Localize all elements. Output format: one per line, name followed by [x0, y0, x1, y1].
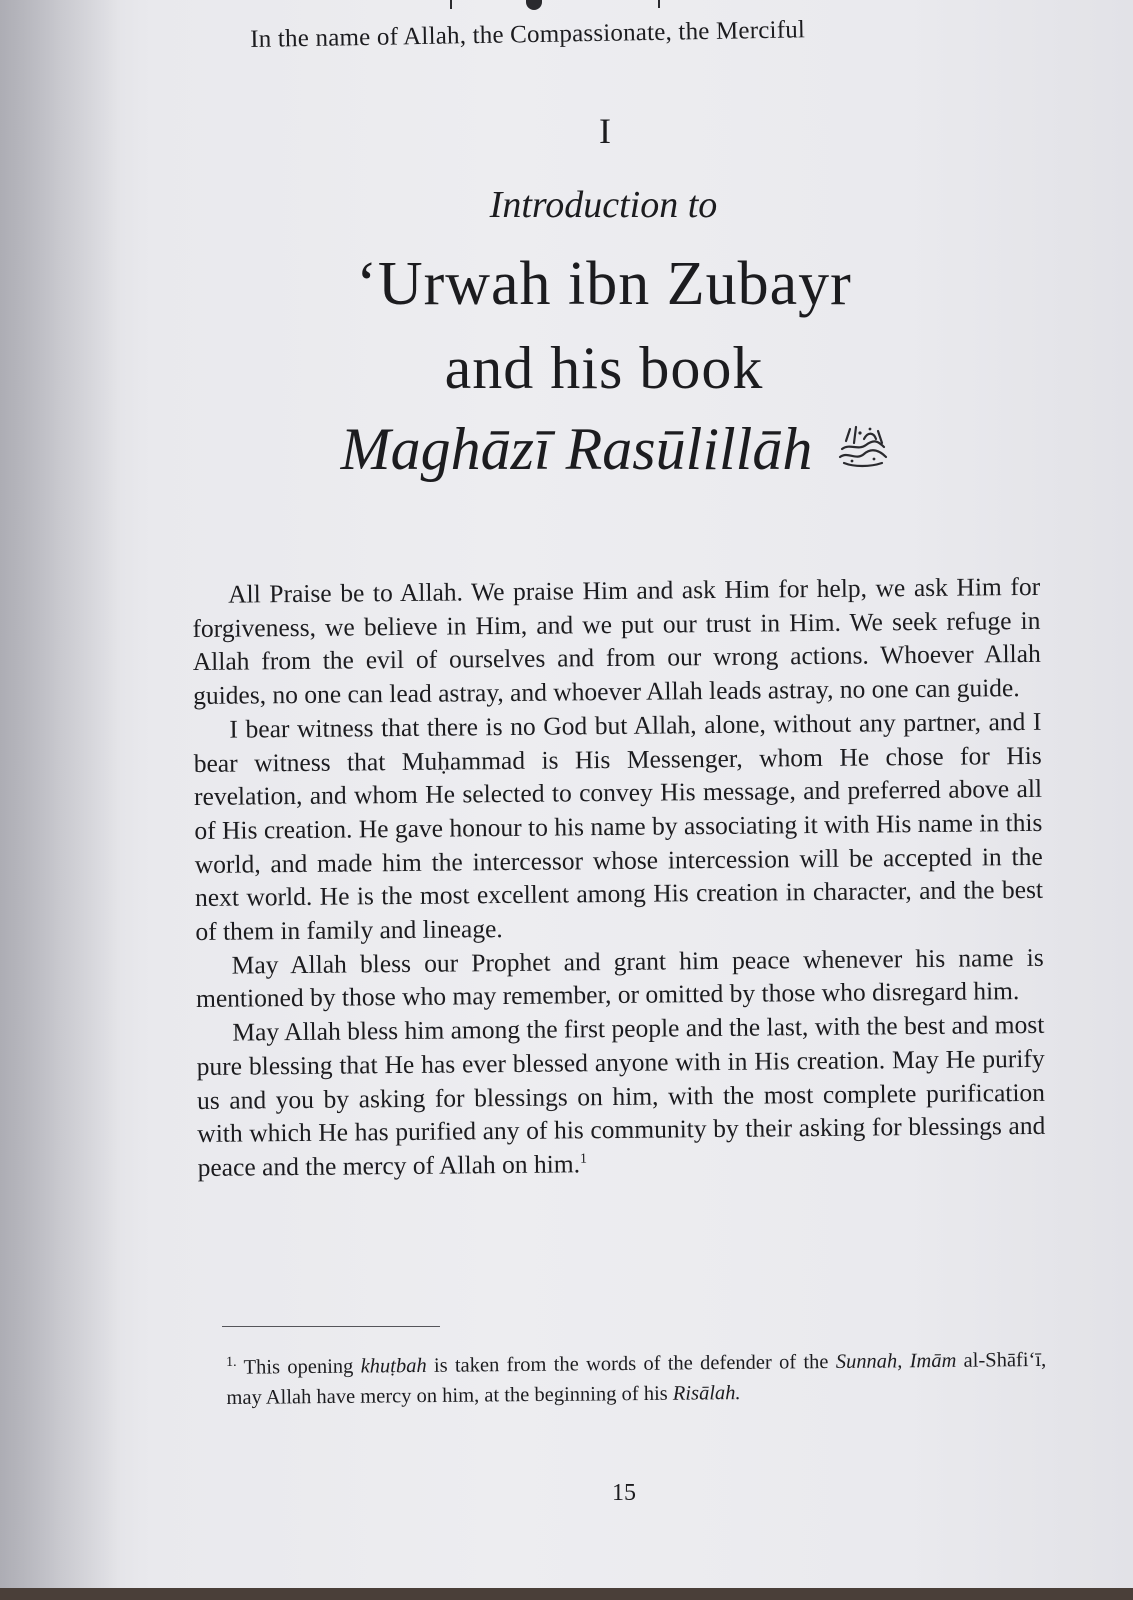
chapter-title-line-3: Maghāzī Rasūlillāh	[340, 416, 813, 482]
main-text	[192, 570, 1046, 1185]
chapter-number: I	[599, 111, 611, 151]
footnote-divider	[222, 1326, 440, 1327]
footnote-text-b: is taken from the words of the defender of the	[426, 1350, 836, 1377]
chapter-intro: Introduction to	[489, 184, 718, 226]
salawat-calligraphy-icon	[834, 421, 892, 471]
chapter-title-line-1: ‘Urwah ibn Zubayr	[356, 250, 852, 318]
footnote-text-c: al-Shāfi‘ī, may Allah have mercy on him, at the beginning of his	[226, 1348, 1047, 1409]
footnote-marker: 1.	[226, 1354, 237, 1370]
footnote	[226, 1340, 1047, 1413]
footnote-term-imam: Imām	[909, 1349, 957, 1373]
desk-surface	[0, 1588, 1133, 1600]
chapter-title-line-2: and his book	[444, 335, 764, 401]
page-number: 15	[612, 1480, 636, 1506]
footnote-term-risalah: Risālah.	[672, 1381, 741, 1405]
paragraph-witness: I bear witness that there is no God but Allah, alone, without any partner, and I bear witness that Muḥammad is His Messenger, whom He chose for His revelation, and whom He selected to convey His message, and preferred above all of His creation. He gave honour to his name by associating it with His name in this world, and made him the intercessor whose intercession will be accepted in the next world. He is the most excellent among His creation in character, and the best of them in family and lineage.	[193, 706, 1044, 947]
paragraph-praise: All Praise be to Allah. We praise Him and ask Him for help, we ask Him for forgiveness, we believe in Him, and we put our trust in Him. We seek refuge in Allah from the evil of ourselves and from our wrong actions. Whoever Allah guides, no one can lead astray, and whoever Allah leads astray, no one can guide.	[192, 571, 1041, 711]
binding-shadow	[0, 0, 120, 1588]
footnote-text-a: This opening	[236, 1355, 361, 1379]
bismillah-line: In the name of Allah, the Compassionate, the Merciful	[250, 16, 806, 53]
footnote-term-sunnah: Sunnah,	[835, 1350, 903, 1373]
paragraph-final-blessing	[196, 1008, 1046, 1185]
paragraph-final-text: May Allah bless him among the first people and the last, with the best and most pure blessing that He has ever blessed anyone with in His creation. May He purify us and you by asking for blessings on him, with the most complete purification with which He has purified any of his community by their asking for blessings and peace and the mercy of Allah on him.	[196, 1009, 1046, 1182]
footnote-reference[interactable]: 1	[579, 1151, 588, 1167]
previous-text-fragment	[440, 0, 700, 14]
footnote-term-khutbah: khuṭbah	[360, 1354, 427, 1378]
paragraph-blessing: May Allah bless our Prophet and grant him peace whenever his name is mentioned by those who may remember, or omitted by those who disregard him.	[195, 942, 1044, 1014]
